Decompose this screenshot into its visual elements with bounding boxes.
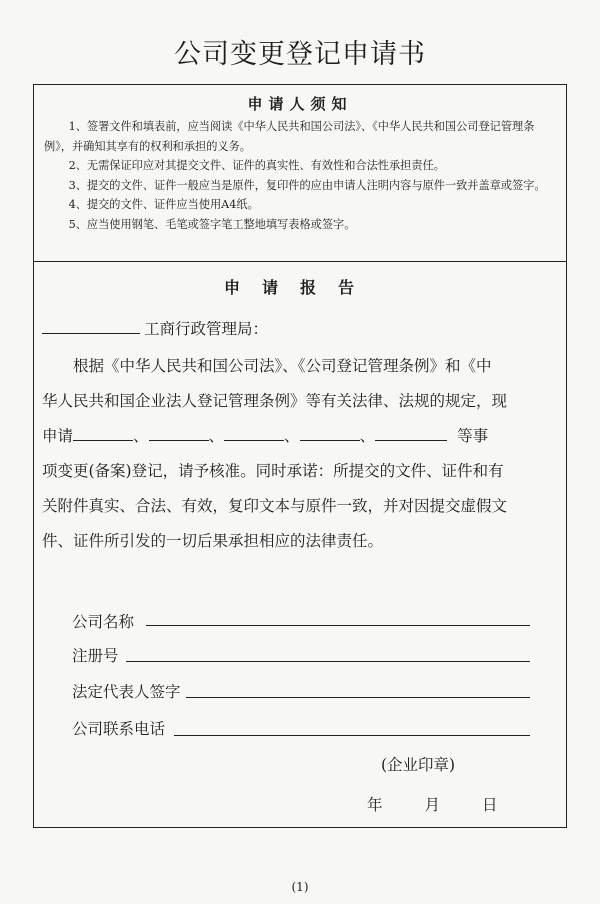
legal-rep-signature-label: 法定代表人签字 [72, 683, 181, 701]
apply-prefix: 申请 [42, 427, 74, 445]
company-phone-label: 公司联系电话 [72, 720, 166, 738]
company-phone-field[interactable] [174, 735, 530, 736]
notice-item: 2、无需保证印应对其提交文件、证件的真实性、有效性和合法性承担责任。 [68, 159, 445, 172]
page-title: 公司变更登记申请书 [174, 39, 426, 70]
separator: 、 [284, 427, 300, 445]
report-heading: 申请报告 [223, 278, 376, 297]
date-year: 年 [367, 796, 383, 814]
notice-item: 1、签署文件和填表前，应当阅读《中华人民共和国公司法》、《中华人民共和国公司登记管理条例》，并确知其享有的权利和承担的义务。 [44, 120, 535, 153]
notice-item: 4、提交的文件、证件应当使用A4纸。 [68, 198, 259, 211]
date-day: 日 [482, 796, 498, 814]
company-seal-label: (企业印章) [381, 756, 456, 774]
legal-rep-signature-field[interactable] [186, 697, 530, 698]
separator: 、 [359, 427, 376, 445]
section-divider [34, 261, 566, 262]
report-line-5: 关附件真实、合法、有效，复印文本与原件一致，并对因提交虚假文 [42, 497, 508, 515]
separator: 、 [133, 427, 149, 445]
apply-suffix: 等事 [457, 427, 489, 445]
page-number: (1) [291, 880, 309, 894]
notice-item: 5、应当使用钢笔、毛笔或签字笔工整地填写表格或签字。 [68, 217, 356, 231]
report-line-6: 件、证件所引发的一切后果承担相应的法律责任。 [42, 532, 384, 550]
company-name-field[interactable] [146, 625, 530, 626]
change-item-blank-1[interactable] [73, 426, 133, 441]
change-item-blank-3[interactable] [224, 426, 284, 441]
notice-item: 3、提交的文件、证件一般应当是原件，复印件的应由申请人注明内容与原件一致并盖章或签字。 [68, 178, 546, 192]
change-item-blank-5[interactable] [375, 426, 447, 441]
company-name-label: 公司名称 [72, 613, 135, 631]
separator: 、 [208, 427, 225, 445]
registration-no-field[interactable] [126, 661, 530, 662]
report-line-3 [42, 419, 558, 454]
date-line [367, 793, 498, 815]
report-line-4: 项变更(备案)登记，请予核准。同时承诺：所提交的文件、证件和有 [42, 462, 504, 480]
registration-no-label: 注册号 [72, 647, 119, 665]
report-paragraph [42, 349, 558, 559]
notice-list [44, 117, 556, 234]
change-item-blank-2[interactable] [149, 426, 209, 441]
report-line-2: 华人民共和国企业法人登记管理条例》等有关法律、法规的规定，现 [42, 392, 508, 410]
addressee-line [42, 317, 268, 339]
application-form-frame [33, 84, 567, 828]
addressee-suffix: 工商行政管理局： [144, 320, 269, 338]
date-month: 月 [424, 796, 441, 814]
report-line-1: 根据《中华人民共和国公司法》、《公司登记管理条例》和《中 [73, 357, 492, 375]
notice-heading: 申请人须知 [247, 95, 353, 113]
change-item-blank-4[interactable] [300, 426, 360, 441]
agency-name-blank[interactable] [42, 318, 140, 334]
